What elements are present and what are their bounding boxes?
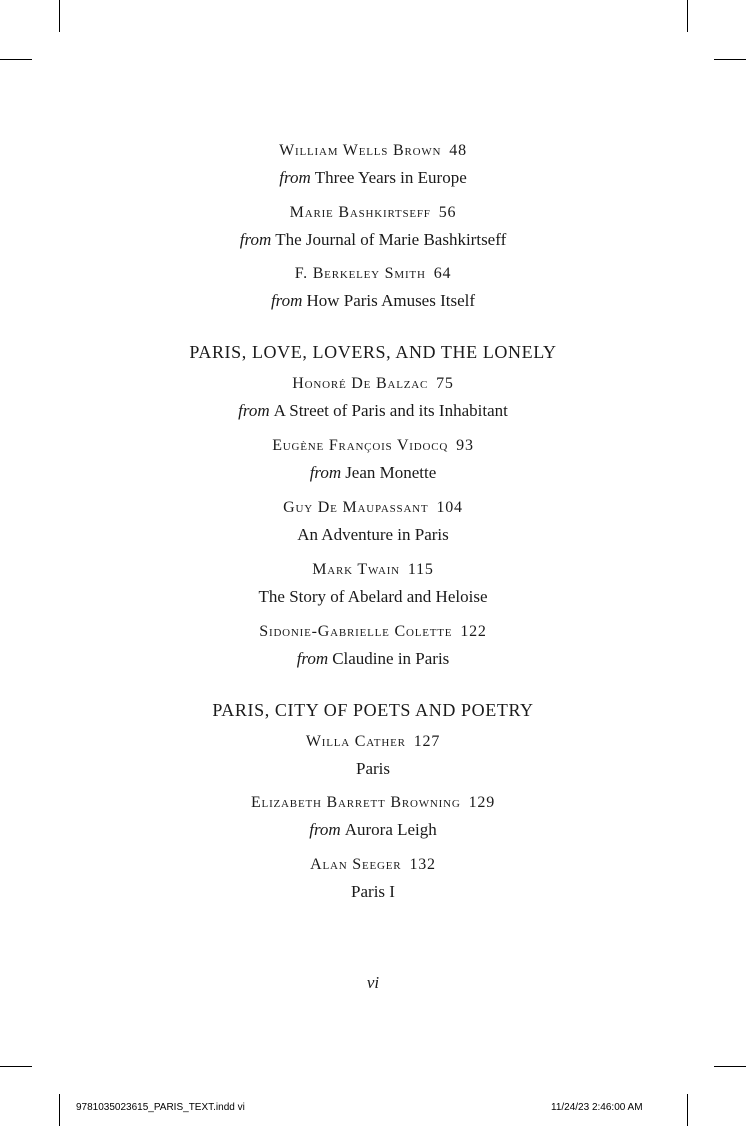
work-title: Claudine in Paris [332, 649, 450, 668]
work-title: Three Years in Europe [314, 168, 467, 187]
slug-timestamp: 11/24/23 2:46:00 AM [551, 1102, 643, 1113]
crop-mark [0, 1066, 32, 1067]
work-title: Paris I [351, 882, 395, 901]
from-label: from [309, 463, 342, 482]
work-title: Paris [356, 759, 390, 778]
toc-entry [0, 264, 746, 312]
crop-mark [59, 1094, 60, 1126]
author-name: Alan Seeger [310, 856, 402, 873]
page-number: 93 [456, 437, 474, 454]
section-heading: PARIS, LOVE, LOVERS, AND THE LONELY [189, 342, 557, 362]
work-title: How Paris Amuses Itself [306, 291, 476, 310]
author-name: Marie Bashkirtseff [289, 204, 431, 221]
section-heading: PARIS, CITY OF POETS AND POETRY [212, 700, 534, 720]
author-name: Eugène François Vidocq [272, 437, 449, 454]
toc-entry [0, 622, 746, 670]
page-number: 132 [409, 856, 436, 873]
from-label: from [270, 291, 303, 310]
work-title: The Journal of Marie Bashkirtseff [275, 230, 507, 249]
author-name: F. Berkeley Smith [294, 265, 426, 282]
page-number: 75 [436, 375, 454, 392]
work-title: The Story of Abelard and Heloise [258, 587, 488, 606]
from-label: from [296, 649, 329, 668]
toc-entry [0, 498, 746, 546]
from-label: from [239, 230, 272, 249]
work-title: Jean Monette [345, 463, 437, 482]
page-number: 127 [413, 733, 441, 750]
work-title: An Adventure in Paris [297, 525, 449, 544]
page-folio: vi [366, 973, 380, 992]
toc-entry [0, 560, 746, 608]
author-name: Honoré De Balzac [292, 375, 429, 392]
crop-mark [714, 59, 746, 60]
author-name: Guy De Maupassant [283, 499, 429, 516]
crop-mark [59, 0, 60, 32]
page-number: 48 [449, 142, 467, 159]
crop-mark [0, 59, 32, 60]
toc-entry [0, 141, 746, 189]
work-title: A Street of Paris and its Inhabitant [273, 401, 508, 420]
author-name: Willa Cather [305, 733, 406, 750]
page-number: 56 [438, 204, 457, 221]
toc-entry [0, 436, 746, 484]
toc-entry [0, 793, 746, 841]
crop-mark [714, 1066, 746, 1067]
page-number: 64 [433, 265, 452, 282]
page-number: 104 [436, 499, 463, 516]
author-name: Mark Twain [312, 561, 400, 578]
page-number: 129 [468, 794, 496, 811]
author-name: Sidonie-Gabrielle Colette [259, 623, 453, 640]
page-number: 122 [460, 623, 487, 640]
author-name: William Wells Brown [279, 142, 442, 159]
crop-mark [687, 0, 688, 32]
toc-entry [0, 203, 746, 251]
toc-entry [0, 374, 746, 422]
page-number: 115 [407, 561, 434, 578]
toc-entry [0, 732, 746, 780]
toc-entry [0, 855, 746, 903]
slug-filename: 9781035023615_PARIS_TEXT.indd vi [76, 1102, 245, 1113]
from-label: from [238, 401, 270, 420]
author-name: Elizabeth Barrett Browning [250, 794, 461, 811]
from-label: from [279, 168, 311, 187]
from-label: from [309, 820, 341, 839]
work-title: Aurora Leigh [344, 820, 437, 839]
crop-mark [687, 1094, 688, 1126]
